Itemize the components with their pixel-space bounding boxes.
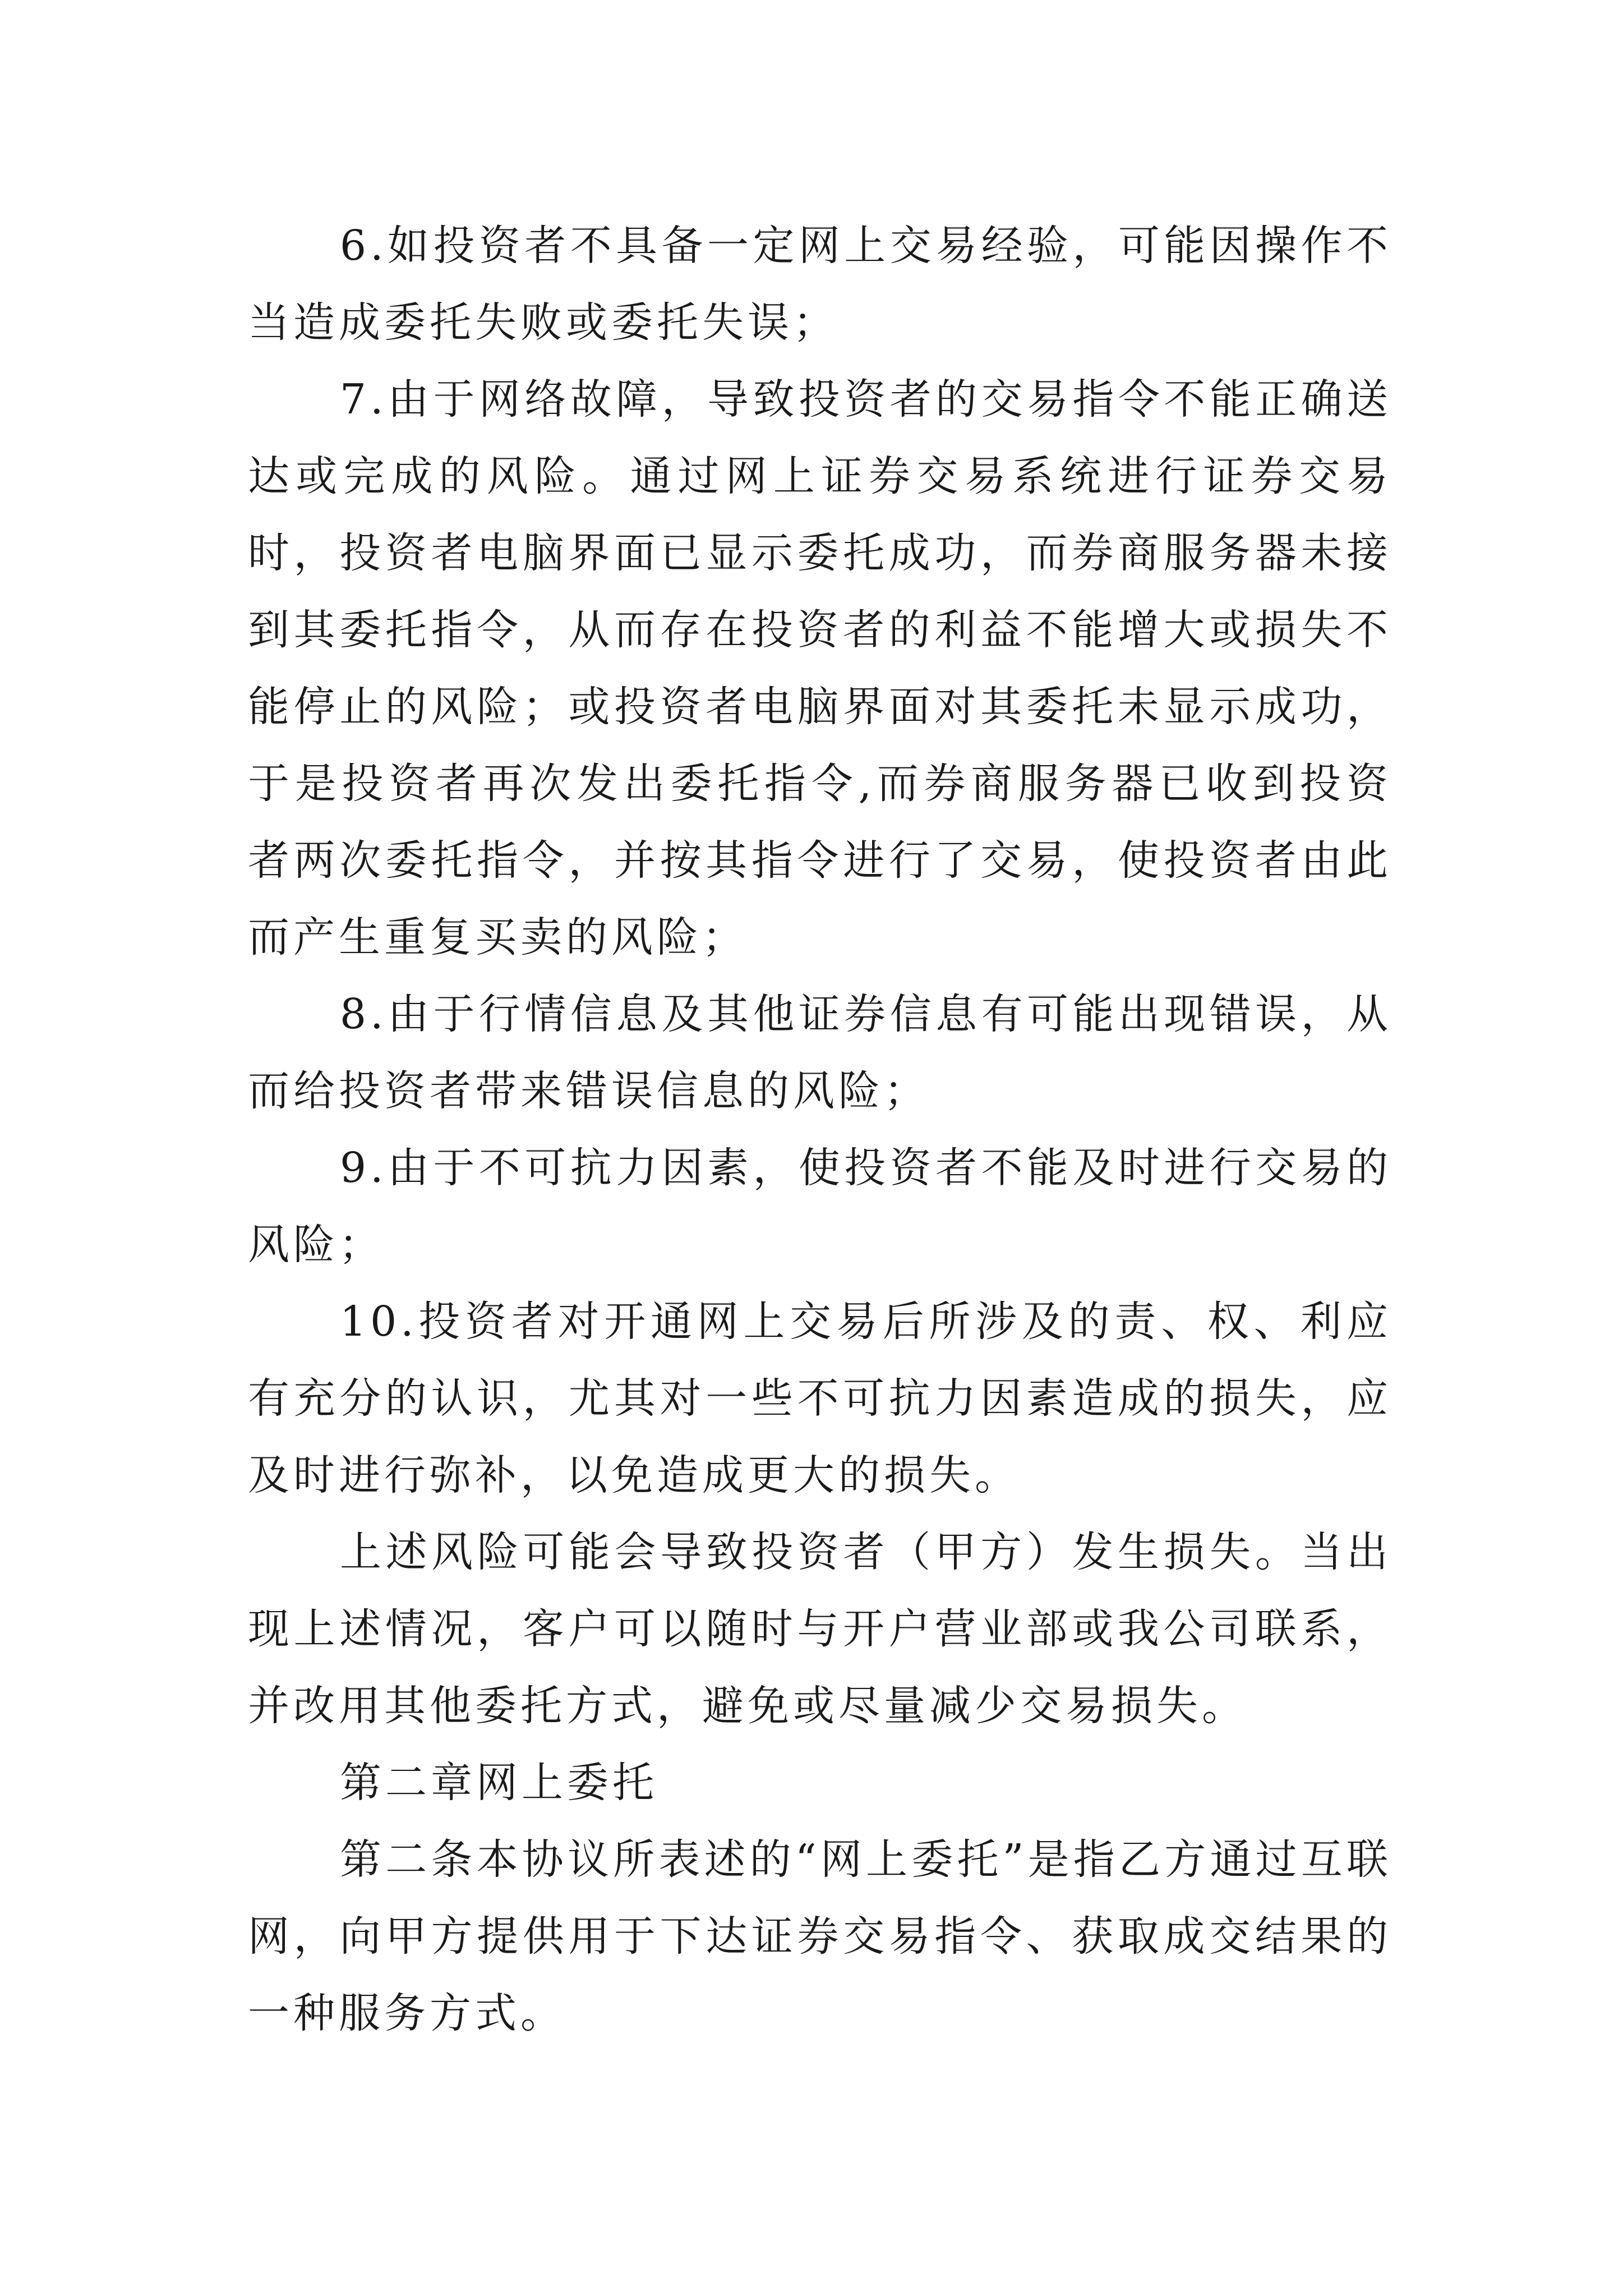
chapter-heading: 第二章网上委托 — [340, 1759, 658, 1807]
document-body — [248, 208, 1392, 2052]
paragraph-item-10: 10.投资者对开通网上交易后所涉及的责、权、利应有充分的认识，尤其对一些不可抗力因素造成的损失，应及时进行弥补，以免造成更大的损失。 — [248, 1297, 1392, 1499]
paragraph-item-7: 7.由于网络故障，导致投资者的交易指令不能正确送达或完成的风险。通过网上证券交易系统进行证券交易时，投资者电脑界面已显示委托成功，而券商服务器未接到其委托指令，从而存在投资者的利益不能增大或损失不能停止的风险；或投资者电脑界面对其委托未显示成功，于是投资者再次发出委托指令,而券商服务器已收到投资者两次委托指令，并按其指令进行了交易，使投资者由此而产生重复买卖的风险； — [248, 375, 1392, 961]
paragraph-item-8: 8.由于行情信息及其他证券信息有可能出现错误，从而给投资者带来错误信息的风险； — [248, 990, 1392, 1115]
paragraph-item-9: 9.由于不可抗力因素，使投资者不能及时进行交易的风险； — [248, 1144, 1392, 1269]
paragraph-risk-summary: 上述风险可能会导致投资者（甲方）发生损失。当出现上述情况，客户可以随时与开户营业部或我公司联系，并改用其他委托方式，避免或尽量减少交易损失。 — [248, 1528, 1392, 1730]
paragraph-item-6: 6.如投资者不具备一定网上交易经验，可能因操作不当造成委托失败或委托失误； — [248, 222, 1392, 347]
paragraph-article-2: 第二条本协议所表述的“网上委托”是指乙方通过互联网，向甲方提供用于下达证券交易指令、获取成交结果的一种服务方式。 — [248, 1835, 1392, 2037]
